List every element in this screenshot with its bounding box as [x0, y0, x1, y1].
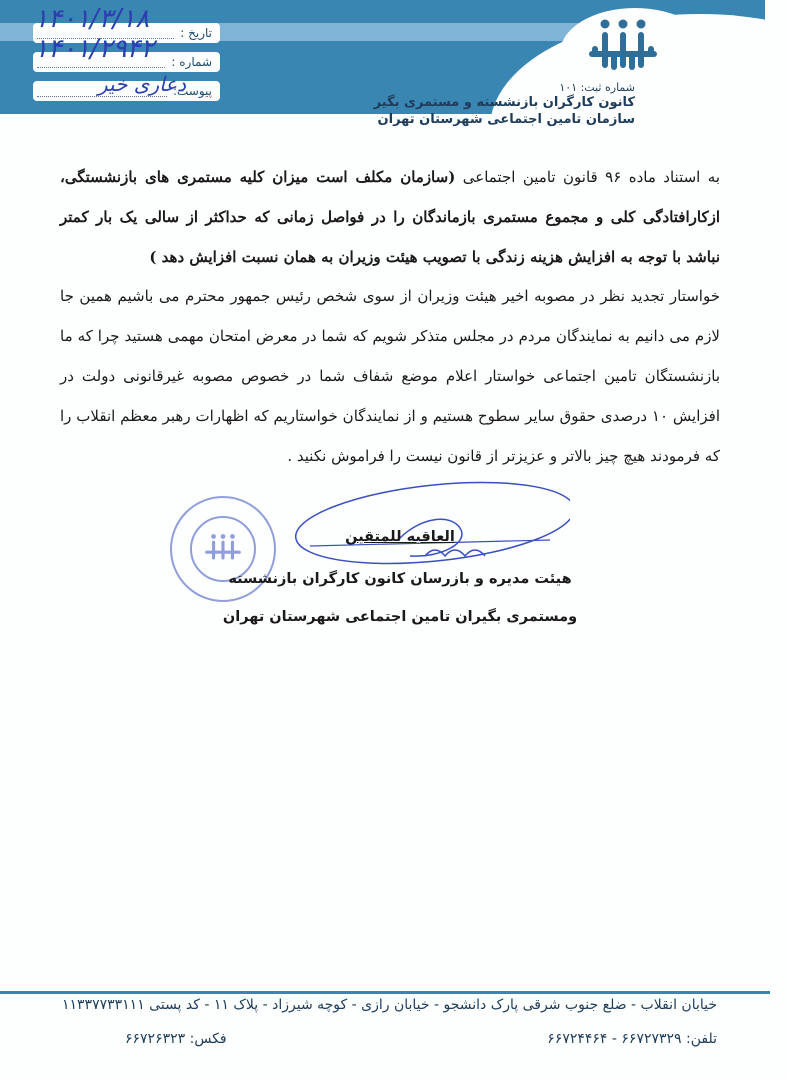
citation-quote: (سازمان مکلف است میزان کلیه مستمری های بازنشستگی، ازکارافتادگی کلی و مجموع مستمری بازماندگان را در فواصل زمانی که حداکثر از سالی یک بار کمتر نباشد با توجه به افزایش هزینه زندگی با تصویب هیئت وزیران به همان نسبت افزایش دهد ): [60, 168, 720, 266]
signature-block: [220, 520, 580, 634]
footer-divider: [0, 991, 770, 994]
closing-phrase: العاقبه للمتقین: [345, 529, 455, 545]
paragraph-request: خواستار تجدید نظر در مصوبه اخیر هیئت وزیران از سوی شخص رئیس جمهور محترم می باشیم همین جا لازم می دانیم به نمایندگان مردم در مجلس متذکر شویم که شما در معرض امتحان مهمی هستید چرا که ما بازنشستگان تامین اجتماعی خواستار اعلام موضع شفاف شما در خصوص مصوبه غیرقانونی دولت در افزایش ۱۰ درصدی حقوق سایر سطوح هستیم و از نمایندگان خواستاریم که اظهارات رهبر معظم انقلاب را که فرمودند هیچ چیز بالاتر و عزیزتر از قانون نیست را فراموش نکنید .: [60, 287, 720, 465]
paragraph-legal-citation: [60, 158, 720, 277]
citation-intro: به استناد ماده ۹۶ قانون تامین اجتماعی: [455, 168, 720, 186]
signatory-line2: ومستمری بگیران تامین اجتماعی شهرستان تهران: [222, 609, 578, 625]
org-name-line1: کانون کارگران بازنشسته و مستمری بگیر: [373, 95, 635, 110]
registration-number: شماره ثبت: ۱۰۱: [559, 81, 635, 94]
handwritten-attachment: دعاری خیر: [98, 72, 187, 96]
footer-phone: تلفن: ۶۶۷۲۷۳۲۹ - ۶۶۷۲۴۴۶۴: [547, 1031, 717, 1047]
handwritten-number: ۱۴۰۱/۲۹۴۲: [34, 34, 155, 64]
footer-fax: فکس: ۶۶۷۲۶۳۲۳: [125, 1031, 227, 1047]
number-label: شماره :: [171, 55, 212, 69]
letter-body: [60, 158, 720, 476]
org-name-line2: سازمان تامین اجتماعی شهرستان تهران: [377, 112, 635, 127]
attachment-label: پیوست:: [172, 84, 212, 98]
footer-address: خیابان انقلاب - ضلع جنوب شرقی پارک دانشجو - خیابان رازی - کوچه شیرزاد - پلاک ۱۱ - کد پستی ۱۱۳۳۷۷۳۳۱۱۱: [62, 997, 717, 1013]
handwritten-date: ۱۴۰۱/۳/۱۸: [34, 4, 150, 34]
date-label: تاریخ :: [180, 26, 212, 40]
signatory-line1: هیئت مدیره و بازرسان کانون کارگران بازنشسته: [228, 571, 572, 587]
people-union-logo-icon: [583, 18, 663, 74]
